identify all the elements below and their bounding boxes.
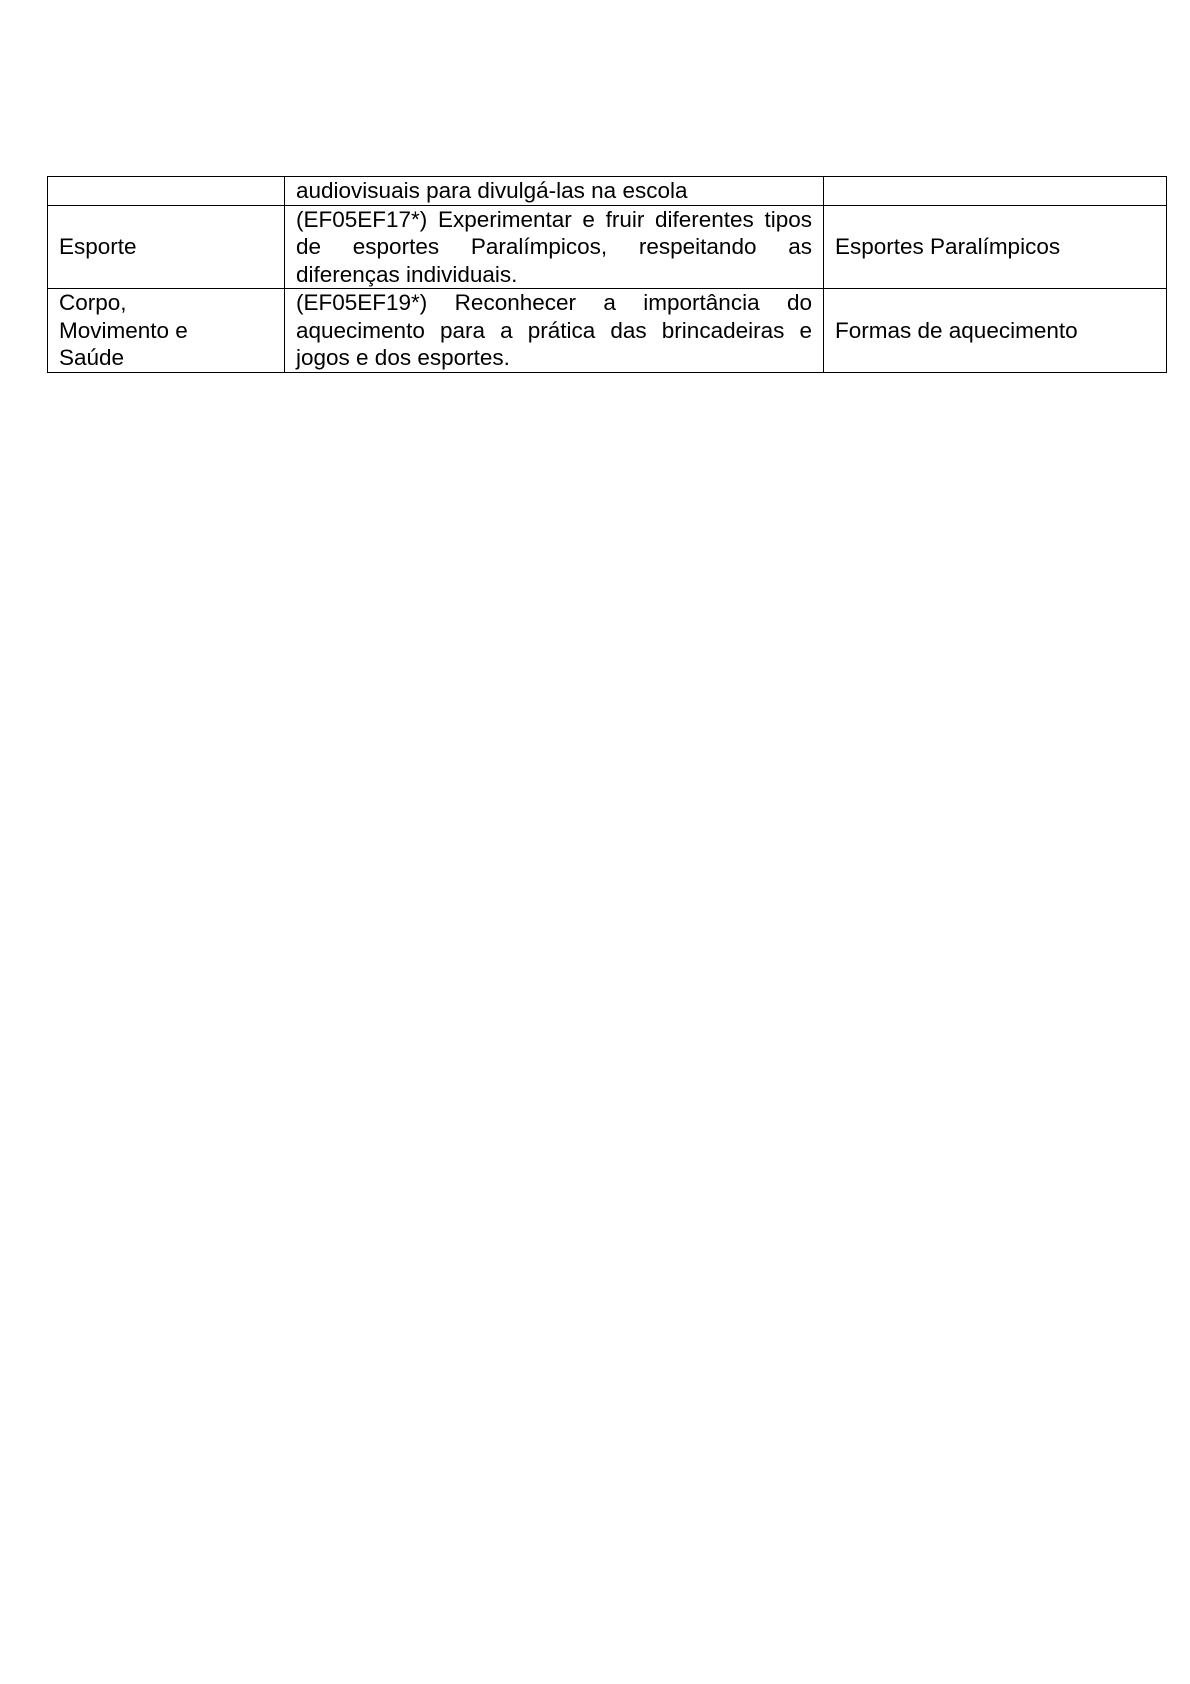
table-row <box>48 289 1167 373</box>
unit-cell: Corpo, Movimento e Saúde <box>48 289 285 373</box>
table-row <box>48 177 1167 206</box>
skill-cell: audiovisuais para divulgá-las na escola <box>285 177 824 206</box>
skill-cell: (EF05EF17*) Experimentar e fruir diferentes tipos de esportes Paralímpicos, respeitando as diferenças individuais. <box>285 205 824 289</box>
object-cell: Formas de aquecimento <box>824 289 1167 373</box>
unit-cell <box>48 177 285 206</box>
table-row <box>48 205 1167 289</box>
unit-cell: Esporte <box>48 205 285 289</box>
curriculum-table <box>47 176 1167 373</box>
object-cell <box>824 177 1167 206</box>
skill-cell: (EF05EF19*) Reconhecer a importância do aquecimento para a prática das brincadeiras e jogos e dos esportes. <box>285 289 824 373</box>
object-cell: Esportes Paralímpicos <box>824 205 1167 289</box>
